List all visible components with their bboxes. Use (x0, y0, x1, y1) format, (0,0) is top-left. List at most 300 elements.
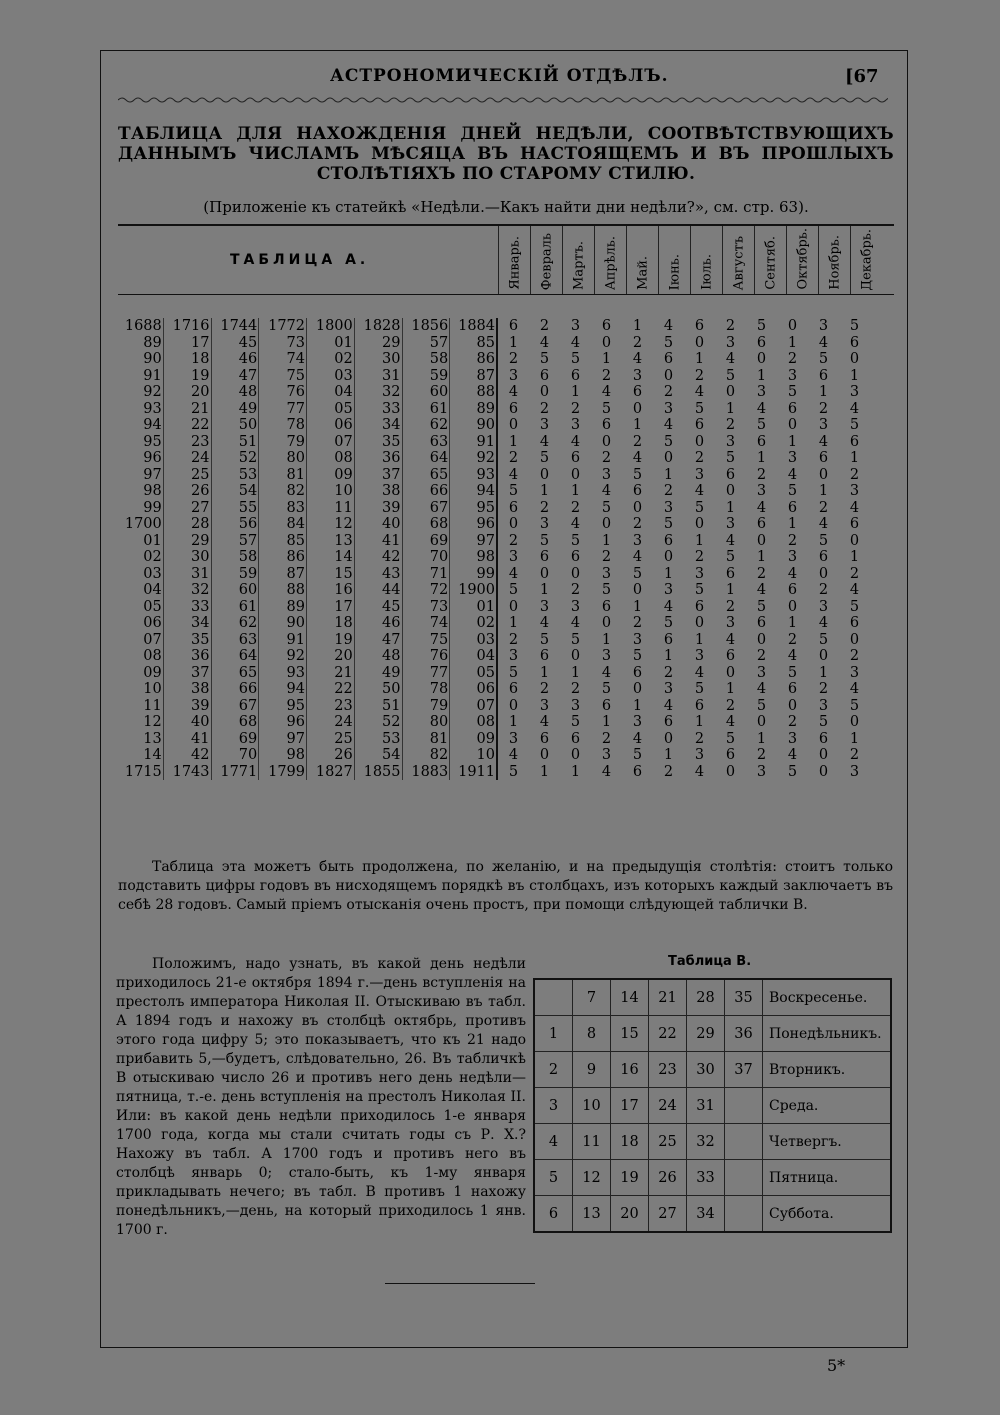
year-cell: 19 (334, 631, 353, 648)
year-cell: 65 (429, 466, 449, 483)
year-cell: 54 (238, 483, 258, 499)
offset-cell: 0 (508, 516, 519, 532)
offset-cell: 2 (632, 433, 643, 450)
offset-cell: 2 (818, 681, 829, 697)
date-cell: 31 (687, 1088, 725, 1124)
year-cell: 35 (191, 631, 210, 648)
year-cell: 42 (191, 747, 210, 763)
offset-cell: 0 (725, 384, 736, 400)
date-cell (725, 1196, 763, 1233)
offset-cell: 0 (694, 615, 705, 631)
page-number: [67 (845, 66, 879, 87)
offset-cell: 4 (539, 433, 550, 450)
offset-cell: 5 (694, 400, 705, 417)
offset-cell: 0 (818, 466, 829, 483)
offset-cell: 2 (725, 318, 736, 334)
offset-cell: 6 (818, 367, 829, 384)
month-offset-column (591, 318, 622, 780)
year-cell: 89 (286, 598, 305, 615)
offset-cell: 1 (725, 499, 736, 516)
year-cell: 46 (382, 615, 401, 631)
offset-cell: 5 (539, 450, 550, 466)
offset-cell: 4 (725, 631, 736, 648)
year-cell: 96 (476, 516, 495, 532)
year-cell: 39 (191, 697, 210, 714)
year-cell: 39 (382, 499, 401, 516)
year-cell: 09 (476, 730, 495, 747)
offset-cell: 6 (632, 384, 643, 400)
year-cell: 67 (429, 499, 449, 516)
offset-cell: 6 (756, 433, 767, 450)
year-column (259, 318, 307, 780)
year-cell: 45 (238, 334, 258, 351)
offset-cell: 3 (787, 549, 798, 565)
offset-cell: 6 (508, 681, 519, 697)
year-cell: 64 (238, 648, 258, 664)
offset-cell: 1 (818, 483, 829, 499)
offset-cell: 6 (601, 598, 612, 615)
offset-cell: 1 (663, 565, 674, 582)
month-header (786, 226, 818, 294)
year-cell: 89 (143, 334, 162, 351)
offset-cell: 5 (601, 400, 612, 417)
weekday-cell: Вторникъ. (763, 1052, 892, 1088)
year-cell: 63 (238, 631, 258, 648)
year-cell: 50 (382, 681, 401, 697)
year-cell: 97 (143, 466, 162, 483)
year-cell: 72 (429, 582, 449, 598)
offset-cell: 5 (601, 681, 612, 697)
year-cell: 1743 (172, 763, 210, 780)
offset-cell: 0 (818, 648, 829, 664)
offset-cell: 6 (570, 730, 581, 747)
end-rule (385, 1283, 535, 1284)
year-cell: 15 (334, 565, 353, 582)
year-cell: 52 (238, 450, 258, 466)
year-cell: 04 (476, 648, 495, 664)
offset-cell: 5 (570, 714, 581, 730)
offset-cell: 6 (632, 664, 643, 681)
offset-cell: 2 (663, 664, 674, 681)
offset-cell: 5 (849, 697, 860, 714)
offset-cell: 5 (756, 697, 767, 714)
year-cell: 76 (286, 384, 305, 400)
offset-cell: 6 (663, 631, 674, 648)
year-cell: 94 (286, 681, 305, 697)
year-cell: 74 (429, 615, 449, 631)
year-cell: 19 (191, 367, 210, 384)
offset-cell: 6 (818, 730, 829, 747)
offset-cell: 2 (818, 499, 829, 516)
year-cell: 03 (143, 565, 162, 582)
offset-cell: 3 (849, 664, 860, 681)
year-cell: 04 (334, 384, 353, 400)
offset-cell: 2 (663, 483, 674, 499)
offset-cell: 4 (818, 516, 829, 532)
year-cell: 97 (286, 730, 305, 747)
month-label: Апрѣль. (603, 235, 618, 290)
offset-cell: 1 (508, 433, 519, 450)
year-cell: 07 (334, 433, 353, 450)
year-cell: 53 (382, 730, 401, 747)
year-cell: 22 (191, 417, 210, 433)
offset-cell: 0 (570, 466, 581, 483)
year-cell: 93 (143, 400, 162, 417)
year-column (355, 318, 403, 780)
offset-cell: 0 (508, 697, 519, 714)
year-cell: 27 (191, 499, 210, 516)
year-cell: 1688 (124, 318, 162, 334)
offset-cell: 2 (725, 417, 736, 433)
offset-cell: 6 (725, 565, 736, 582)
offset-cell: 2 (601, 730, 612, 747)
offset-cell: 1 (570, 384, 581, 400)
month-label: Іюнь. (667, 253, 682, 290)
year-column (116, 318, 164, 780)
offset-cell: 6 (508, 499, 519, 516)
offset-cell: 6 (756, 615, 767, 631)
offset-cell: 4 (756, 681, 767, 697)
year-cell: 1715 (124, 763, 162, 780)
offset-cell: 0 (756, 714, 767, 730)
offset-cell: 1 (787, 615, 798, 631)
offset-cell: 3 (632, 367, 643, 384)
section-header: АСТРОНОМИЧЕСКІЙ ОТДѢЛЪ. (330, 66, 669, 86)
year-cell: 48 (382, 648, 401, 664)
offset-cell: 1 (539, 582, 550, 598)
offset-cell: 5 (663, 334, 674, 351)
year-column (307, 318, 355, 780)
offset-cell: 5 (787, 384, 798, 400)
year-cell: 36 (382, 450, 401, 466)
offset-cell: 6 (601, 417, 612, 433)
year-cell: 88 (476, 384, 495, 400)
year-cell: 30 (191, 549, 210, 565)
offset-cell: 2 (539, 681, 550, 697)
year-cell: 48 (238, 384, 258, 400)
year-cell: 14 (334, 549, 353, 565)
year-cell: 37 (382, 466, 401, 483)
offset-cell: 2 (694, 730, 705, 747)
offset-cell: 6 (663, 532, 674, 549)
offset-cell: 2 (570, 582, 581, 598)
year-cell: 62 (238, 615, 258, 631)
offset-cell: 4 (663, 598, 674, 615)
year-cell: 1771 (220, 763, 258, 780)
year-cell: 12 (143, 714, 162, 730)
offset-cell: 1 (694, 714, 705, 730)
offset-cell: 4 (849, 499, 860, 516)
year-cell: 30 (382, 351, 401, 367)
offset-cell: 0 (601, 516, 612, 532)
date-cell: 16 (611, 1052, 649, 1088)
offset-cell: 4 (632, 730, 643, 747)
offset-cell: 2 (849, 565, 860, 582)
offset-cell: 0 (694, 433, 705, 450)
offset-cell: 0 (756, 351, 767, 367)
offset-cell: 6 (787, 499, 798, 516)
offset-cell: 3 (570, 697, 581, 714)
offset-cell: 2 (849, 466, 860, 483)
offset-cell: 4 (694, 763, 705, 780)
offset-cell: 1 (601, 714, 612, 730)
offset-cell: 2 (508, 351, 519, 367)
year-cell: 75 (286, 367, 305, 384)
offset-cell: 6 (818, 450, 829, 466)
month-headers (498, 226, 882, 294)
offset-cell: 2 (818, 400, 829, 417)
date-cell: 3 (534, 1088, 573, 1124)
year-cell: 60 (238, 582, 258, 598)
month-offset-column (808, 318, 839, 780)
offset-cell: 3 (694, 565, 705, 582)
year-cell: 31 (191, 565, 210, 582)
weekday-cell: Пятница. (763, 1160, 892, 1196)
year-cell: 58 (238, 549, 258, 565)
offset-cell: 5 (849, 598, 860, 615)
offset-cell: 6 (787, 582, 798, 598)
year-cell: 1856 (411, 318, 449, 334)
offset-cell: 1 (601, 351, 612, 367)
offset-cell: 3 (818, 598, 829, 615)
year-cell: 79 (429, 697, 449, 714)
offset-cell: 1 (601, 631, 612, 648)
offset-cell: 6 (632, 763, 643, 780)
offset-cell: 1 (787, 516, 798, 532)
year-cell: 03 (476, 631, 495, 648)
offset-cell: 6 (539, 549, 550, 565)
year-cell: 08 (334, 450, 353, 466)
year-cell: 89 (476, 400, 495, 417)
year-cell: 85 (286, 532, 305, 549)
year-cell: 08 (143, 648, 162, 664)
year-cell: 64 (429, 450, 449, 466)
offset-cell: 5 (601, 499, 612, 516)
year-cell: 41 (382, 532, 401, 549)
offset-cell: 4 (570, 615, 581, 631)
offset-cell: 0 (663, 730, 674, 747)
date-cell: 34 (687, 1196, 725, 1233)
date-cell (725, 1088, 763, 1124)
offset-cell: 4 (632, 450, 643, 466)
table-b-row (534, 1016, 891, 1052)
offset-cell: 6 (849, 433, 860, 450)
offset-cell: 4 (508, 466, 519, 483)
year-cell: 88 (286, 582, 305, 598)
date-cell: 1 (534, 1016, 573, 1052)
table-a-header-rule (118, 294, 894, 295)
date-cell: 12 (573, 1160, 611, 1196)
year-cell: 68 (238, 714, 258, 730)
year-cell: 90 (476, 417, 495, 433)
month-header (530, 226, 562, 294)
year-cell: 86 (476, 351, 495, 367)
year-cell: 26 (191, 483, 210, 499)
table-b-row (534, 979, 891, 1016)
month-label: Февраль (539, 232, 554, 290)
offset-cell: 2 (570, 681, 581, 697)
year-cell: 65 (238, 664, 258, 681)
year-cell: 42 (382, 549, 401, 565)
date-cell: 18 (611, 1124, 649, 1160)
year-cell: 95 (286, 697, 305, 714)
offset-cell: 4 (508, 384, 519, 400)
offset-cell: 0 (632, 681, 643, 697)
offset-cell: 3 (725, 433, 736, 450)
offset-cell: 5 (694, 499, 705, 516)
year-cell: 59 (238, 565, 258, 582)
month-offset-column (653, 318, 684, 780)
year-cell: 85 (476, 334, 495, 351)
offset-cell: 2 (663, 384, 674, 400)
weekday-cell: Воскресенье. (763, 979, 892, 1016)
year-cell: 08 (476, 714, 495, 730)
year-columns (116, 318, 498, 780)
year-cell: 70 (238, 747, 258, 763)
year-cell: 95 (143, 433, 162, 450)
offset-cell: 1 (818, 664, 829, 681)
year-cell: 75 (429, 631, 449, 648)
year-cell: 25 (334, 730, 353, 747)
offset-cell: 0 (849, 351, 860, 367)
offset-cell: 0 (756, 532, 767, 549)
offset-cell: 5 (601, 582, 612, 598)
offset-cell: 0 (787, 697, 798, 714)
year-cell: 10 (476, 747, 495, 763)
year-cell: 59 (429, 367, 449, 384)
offset-cell: 3 (663, 499, 674, 516)
offset-cell: 2 (570, 499, 581, 516)
offset-cell: 3 (570, 318, 581, 334)
offset-cell: 6 (570, 450, 581, 466)
offset-cell: 5 (787, 763, 798, 780)
year-cell: 43 (382, 565, 401, 582)
year-cell: 61 (238, 598, 258, 615)
year-cell: 36 (191, 648, 210, 664)
year-cell: 73 (286, 334, 305, 351)
year-cell: 10 (334, 483, 353, 499)
month-label: Мартъ. (571, 241, 586, 290)
offset-cell: 3 (601, 466, 612, 483)
offset-cell: 0 (694, 516, 705, 532)
offset-cell: 6 (539, 648, 550, 664)
offset-cell: 2 (570, 400, 581, 417)
year-cell: 23 (191, 433, 210, 450)
offset-cell: 4 (508, 565, 519, 582)
year-cell: 69 (429, 532, 449, 549)
offset-cell: 3 (756, 384, 767, 400)
year-cell: 84 (286, 516, 305, 532)
month-offset-column (498, 318, 529, 780)
offset-cell: 5 (632, 565, 643, 582)
offset-cell: 6 (539, 730, 550, 747)
offset-cell: 4 (756, 499, 767, 516)
offset-cell: 0 (818, 747, 829, 763)
offset-cell: 4 (787, 648, 798, 664)
date-cell: 33 (687, 1160, 725, 1196)
date-cell: 15 (611, 1016, 649, 1052)
year-cell: 68 (429, 516, 449, 532)
year-cell: 17 (334, 598, 353, 615)
offset-cell: 3 (725, 334, 736, 351)
year-cell: 06 (476, 681, 495, 697)
year-cell: 66 (429, 483, 449, 499)
offset-cell: 6 (508, 318, 519, 334)
year-cell: 14 (143, 747, 162, 763)
year-cell: 18 (334, 615, 353, 631)
offset-cell: 0 (508, 598, 519, 615)
offset-cell: 4 (601, 483, 612, 499)
offset-cell: 0 (601, 433, 612, 450)
year-cell: 62 (429, 417, 449, 433)
month-offset-column (777, 318, 808, 780)
offset-cell: 1 (632, 417, 643, 433)
offset-cell: 3 (632, 631, 643, 648)
date-cell: 24 (649, 1088, 687, 1124)
offset-cell: 3 (787, 367, 798, 384)
offset-cell: 3 (787, 450, 798, 466)
year-cell: 06 (334, 417, 353, 433)
year-cell: 92 (143, 384, 162, 400)
offset-cell: 5 (539, 532, 550, 549)
offset-cell: 5 (818, 631, 829, 648)
year-cell: 69 (238, 730, 258, 747)
offset-cell: 6 (756, 516, 767, 532)
offset-cell: 4 (601, 384, 612, 400)
year-cell: 67 (238, 697, 258, 714)
year-cell: 92 (286, 648, 305, 664)
offset-cell: 1 (756, 367, 767, 384)
offset-cell: 3 (818, 697, 829, 714)
month-label: Октябрь. (795, 228, 810, 290)
offset-cell: 2 (694, 367, 705, 384)
year-cell: 98 (143, 483, 162, 499)
year-cell: 25 (191, 466, 210, 483)
year-cell: 11 (143, 697, 162, 714)
offset-cell: 0 (539, 466, 550, 483)
offset-cell: 0 (725, 664, 736, 681)
offset-cell: 1 (570, 664, 581, 681)
offset-cell: 0 (725, 763, 736, 780)
offset-cell: 5 (663, 615, 674, 631)
offset-cell: 2 (849, 747, 860, 763)
date-cell: 20 (611, 1196, 649, 1233)
offset-cell: 1 (539, 763, 550, 780)
offset-cell: 0 (539, 565, 550, 582)
offset-cell: 5 (849, 318, 860, 334)
weekday-cell: Понедѣльникъ. (763, 1016, 892, 1052)
offset-cell: 4 (849, 681, 860, 697)
offset-cell: 2 (508, 532, 519, 549)
paragraph-example: Положимъ, надо узнать, въ какой день недѣли приходилось 21-е октября 1894 г.—день вступленія на престолъ императора Николая II. Отыскиваю въ табл. А 1894 годъ и нахожу въ столбцѣ октябрь, противъ этого года цифру 5; это показываетъ, что къ 21 надо прибавить 5,—будетъ, слѣдовательно, 26. Въ табличкѣ В отыскиваю число 26 и противъ него день недѣли—пятница, т.-е. день вступленія на престолъ Николая II. Или: въ какой день недѣли приходилось 1-е января 1700 года, когда мы стали считать годы съ Р. Х.? Нахожу въ табл. А 1700 годъ и противъ него въ столбцѣ январь 0; стало-быть, къ 1-му января прикладывать нечего; въ табл. В противъ 1 нахожу понедѣльникъ,—день, на который приходилось 1 янв. 1700 г. (116, 956, 526, 1238)
offset-cell: 4 (849, 400, 860, 417)
offset-cell: 3 (539, 516, 550, 532)
year-column (164, 318, 212, 780)
year-cell: 06 (143, 615, 162, 631)
month-offset-column (839, 318, 870, 780)
offset-cell: 4 (694, 483, 705, 499)
document-title: ТАБЛИЦА ДЛЯ НАХОЖДЕНІЯ ДНЕЙ НЕДѢЛИ, СООТВѢТСТВУЮЩИХЪ ДАННЫМЪ ЧИСЛАМЪ МѢСЯЦА ВЪ НАСТОЯЩЕМЪ И ВЪ ПРОШЛЫХЪ СТОЛѢТІЯХЪ ПО СТАРОМУ СТИЛЮ. (118, 124, 894, 184)
offset-cell: 3 (849, 384, 860, 400)
offset-cell: 3 (694, 747, 705, 763)
year-cell: 03 (334, 367, 353, 384)
year-cell: 13 (143, 730, 162, 747)
year-cell: 05 (143, 598, 162, 615)
year-cell: 1900 (458, 582, 495, 598)
year-cell: 97 (476, 532, 495, 549)
date-cell: 35 (725, 979, 763, 1016)
offset-cell: 2 (694, 450, 705, 466)
